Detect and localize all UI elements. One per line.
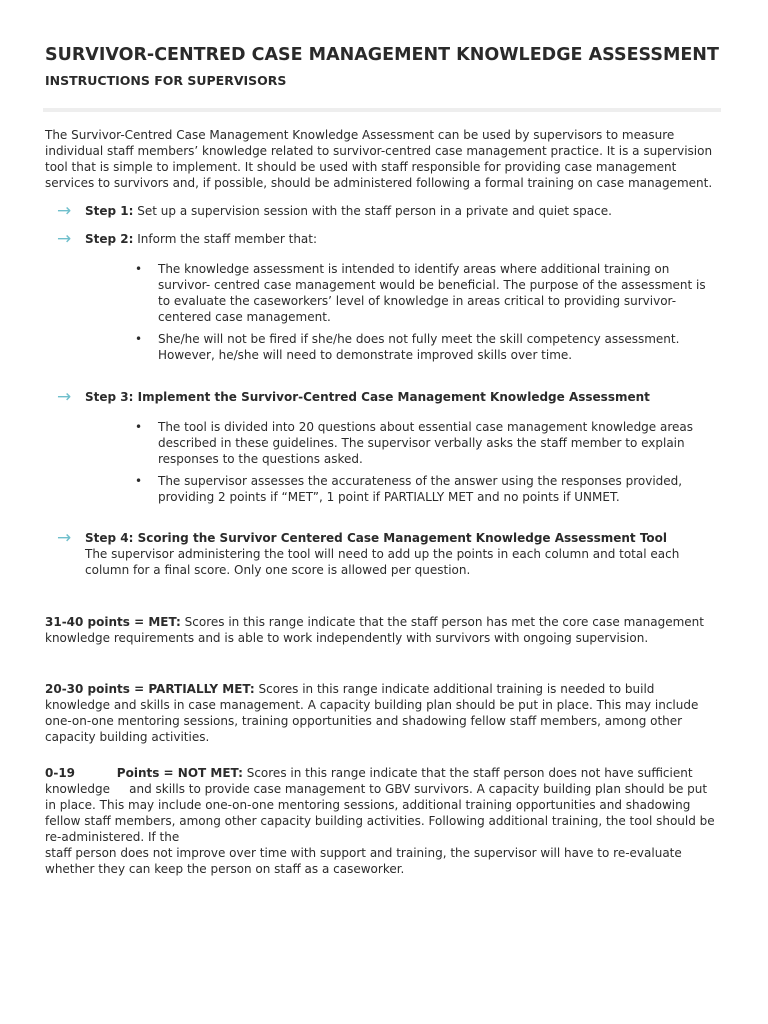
score-not-met — [45, 765, 717, 877]
page-subtitle: INSTRUCTIONS FOR SUPERVISORS — [45, 73, 287, 88]
score-not-met-label: 0-19 Points = NOT MET: — [45, 766, 243, 780]
step-1-label: Step 1: — [85, 204, 134, 218]
step-4-body — [85, 530, 717, 578]
header-divider — [43, 108, 721, 112]
bullet-text: The supervisor assesses the accurateness of the answer using the responses provided, providing 2 points if “MET”, 1 point if PARTIALLY MET and no points if UNMET. — [158, 474, 683, 504]
list-item — [135, 261, 707, 325]
score-partially-met-text: Scores in this range indicate additional training is needed to build knowledge and skills in case management. A capacity building plan should be put in place. This may include one-on-one mentoring sessions, training opportunities and shadowing fellow staff members, among other capacity building activities. — [45, 682, 699, 744]
step-2-text: Inform the staff member that: — [137, 232, 318, 246]
list-item — [135, 419, 707, 467]
arrow-icon: → — [57, 387, 72, 407]
step-3-label: Step 3: Implement the Survivor-Centred Case Management Knowledge Assessment — [85, 390, 650, 404]
list-item — [135, 473, 707, 505]
step-2-bullet-list — [135, 261, 707, 369]
intro-paragraph: The Survivor-Centred Case Management Knowledge Assessment can be used by supervisors to measure individual staff members’ knowledge related to survivor-centred case management practice. It is a supervision tool that is simple to implement. It should be used with staff responsible for providing case management services to survivors and, if possible, should be administered following a formal training on case management. — [45, 128, 713, 190]
bullet-text: The knowledge assessment is intended to identify areas where additional training on survivor- centred case management would be beneficial. The purpose of the assessment is to evaluate the caseworkers’ level of knowledge in areas critical to providing survivor-centered case management. — [158, 262, 706, 324]
bullet-text: The tool is divided into 20 questions about essential case management knowledge areas described in these guidelines. The supervisor verbally asks the staff member to explain responses to the questions asked. — [158, 420, 694, 466]
score-partially-met-label: 20-30 points = PARTIALLY MET: — [45, 682, 255, 696]
step-4-text: The supervisor administering the tool will need to add up the points in each column and total each column for a final score. Only one score is allowed per question. — [85, 547, 680, 577]
step-1 — [57, 203, 717, 219]
step-3 — [57, 389, 717, 405]
bullet-icon: • — [135, 332, 143, 346]
list-item — [135, 331, 707, 363]
step-4-label: Step 4: Scoring the Survivor Centered Case Management Knowledge Assessment Tool — [85, 531, 668, 545]
step-2 — [57, 231, 717, 247]
score-met — [45, 614, 717, 646]
bullet-icon: • — [135, 420, 143, 434]
step-3-bullet-list — [135, 419, 707, 511]
step-2-label: Step 2: — [85, 232, 134, 246]
bullet-text: She/he will not be fired if she/he does not fully meet the skill competency assessment. However, he/she will need to demonstrate improved skills over time. — [158, 332, 680, 362]
arrow-icon: → — [57, 229, 72, 249]
bullet-icon: • — [135, 474, 143, 488]
page-title: SURVIVOR-CENTRED CASE MANAGEMENT KNOWLEDGE ASSESSMENT — [45, 45, 719, 65]
step-4 — [57, 530, 717, 578]
score-met-label: 31-40 points = MET: — [45, 615, 181, 629]
bullet-icon: • — [135, 262, 143, 276]
step-2-body — [85, 231, 717, 247]
arrow-icon: → — [57, 528, 72, 548]
arrow-icon: → — [57, 201, 72, 221]
score-met-text: Scores in this range indicate that the staff person has met the core case management knowledge requirements and is able to work independently with survivors with ongoing supervision. — [45, 615, 704, 645]
score-not-met-text: Scores in this range indicate that the staff person does not have sufficient knowledge and skills to provide case management to GBV survivors. A capacity building plan should be put in place. This may include one-on-one mentoring sessions, additional training opportunities and shadowing fellow staff members, among other capacity building activities. Following additional training, the tool should be re-administered. If the — [45, 766, 719, 844]
step-1-text: Set up a supervision session with the staff person in a private and quiet space. — [137, 204, 612, 218]
score-partially-met — [45, 681, 717, 745]
step-3-body — [85, 389, 717, 405]
step-1-body — [85, 203, 717, 219]
score-not-met-text-continued: staff person does not improve over time with support and training, the supervisor will have to re-evaluate whether they can keep the person on staff as a caseworker. — [45, 846, 682, 876]
